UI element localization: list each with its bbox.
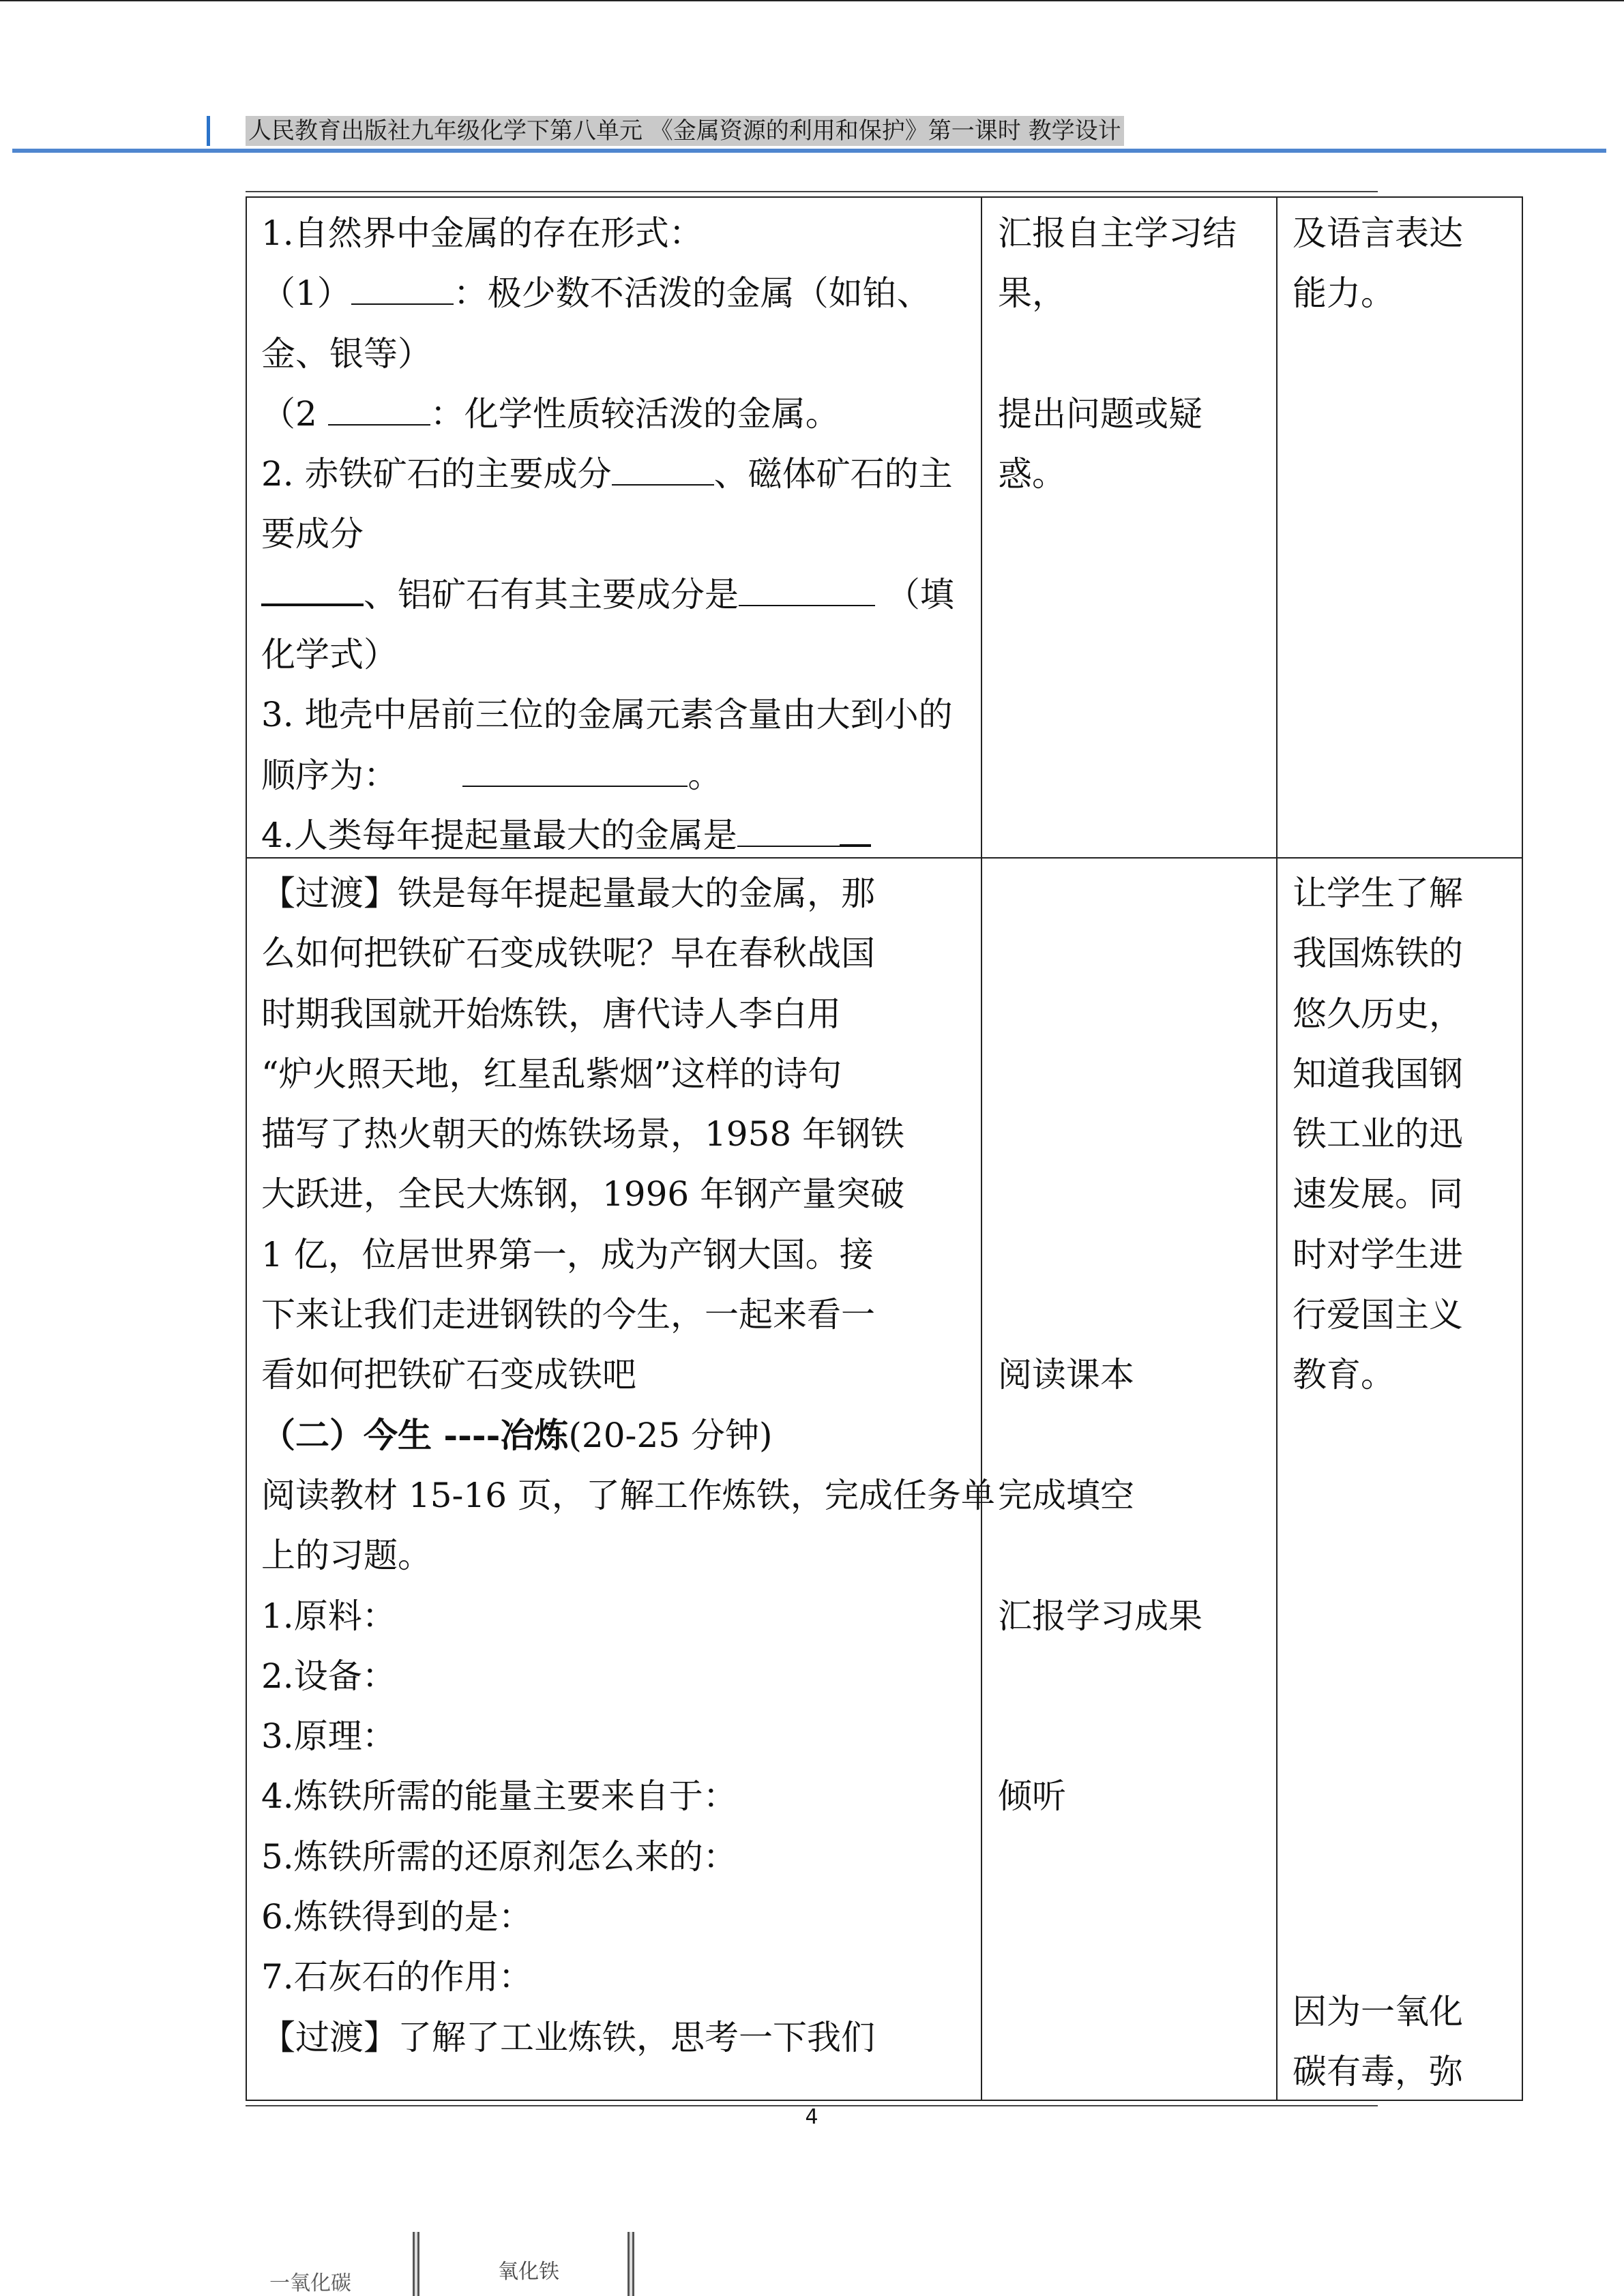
text-line: 7.石灰石的作用： [261,1957,533,1997]
text-line: 1 亿，位居世界第一，成为产钢大国。接 [261,1234,874,1274]
apparatus-diagram [225,2220,703,2296]
text-line: 金、银等） [261,333,432,374]
text-line: 汇报自主学习结 [998,213,1237,253]
text-line: 、铝矿石有其主要成分是 （填 [261,565,954,625]
text-line: 下来让我们走进钢铁的今生，一起来看一 [261,1295,875,1335]
text-line: 么如何把铁矿石变成铁呢？早在春秋战国 [261,934,875,974]
text-line: 上的习题。 [261,1536,432,1576]
table-top-double-rule [246,191,1378,192]
text-line: 4.人类每年提起量最大的金属是 [261,805,954,865]
text-line: 能力。 [1293,273,1395,314]
text-line: 让学生了解 [1293,874,1463,913]
row2-design-intent-continued [1293,1982,1463,2102]
text-line: 悠久历史， [1293,994,1463,1034]
text-line: 1.原料： [261,1596,396,1636]
text-line [998,324,1237,384]
text-line: 大跃进，全民大炼钢，1996 年钢产量突破 [261,1174,905,1214]
text-line: 教育。 [1293,1355,1395,1395]
text-line: 时对学生进 [1293,1234,1463,1274]
fill-blank [612,452,714,486]
text-line: 阅读课本 [998,1355,1134,1395]
row1-design-intent [1293,203,1463,324]
row1-teacher-activity [261,203,954,865]
text-line: 提出问题或疑 [998,393,1202,434]
page-header-title: 人民教育出版社九年级化学下第八单元 《金属资源的利用和保护》第一课时 教学设计 [246,116,1124,146]
text-line: 我国炼铁的 [1293,934,1463,974]
section-heading [261,1405,995,1465]
text-line: 【过渡】铁是每年提起量最大的金属，那 [261,874,875,913]
row2-design-intent [1293,863,1463,1405]
fill-blank [840,811,871,847]
text-line: 看如何把铁矿石变成铁吧 [261,1355,636,1395]
text-line: 2.设备： [261,1656,396,1696]
text-line: 3.原理： [261,1716,396,1757]
text-line: 顺序为： 。 [261,745,954,805]
fill-blank [261,571,364,606]
row1-student-activity [998,203,1237,504]
text-line: 2. 赤铁矿石的主要成分 、磁体矿石的主 [261,444,954,504]
text-line: 化学式） [261,635,398,675]
row2-student-activity [998,863,1202,1827]
section-heading-time: (20-25 分钟) [568,1415,773,1455]
text-line: （2 ：化学性质较活泼的金属。 [261,384,954,444]
text-line: 5.炼铁所需的还原剂怎么来的： [261,1836,737,1877]
column-divider-2 [1276,196,1278,2101]
header-accent-bar [207,116,210,146]
text-line: 铁工业的迅 [1293,1114,1463,1154]
fill-blank [351,271,454,305]
text-line: “炉火照天地，红星乱紫烟”这样的诗句 [261,1054,842,1094]
text-line: 速发展。同 [1293,1174,1463,1214]
text-line: 阅读教材 15-16 页，了解工作炼铁，完成任务单 [261,1475,995,1515]
text-line: 碳有毒，弥 [1293,2052,1463,2092]
text-line: 惑。 [998,454,1066,494]
page-top-border [0,0,1624,1]
text-line: 1.自然界中金属的存在形式： [261,213,703,253]
text-line: 4.炼铁所需的能量主要来自于： [261,1776,737,1817]
text-line: 因为一氧化 [1293,1992,1463,2031]
text-line: （1） ：极少数不活泼的金属（如铂、 [261,263,954,323]
text-line: 及语言表达 [1293,213,1463,253]
text-line: 完成填空 [998,1475,1134,1515]
text-line: 描写了热火朝天的炼铁场景，1958 年钢铁 [261,1114,905,1154]
fill-blank [328,391,430,426]
text-line: 行爱国主义 [1293,1295,1463,1335]
text-line: 果， [998,273,1066,314]
text-line: 6.炼铁得到的是： [261,1897,533,1937]
text-line: 倾听 [998,1776,1066,1817]
fill-blank [462,753,688,787]
text-line: 知道我国钢 [1293,1054,1463,1094]
fill-blank [739,572,875,606]
fill-blank [737,813,840,847]
page-number: 4 [805,2105,818,2129]
text-line: 【过渡】了解了工业炼铁，思考一下我们 [261,2017,875,2057]
header-rule [12,149,1606,153]
text-line: 3. 地壳中居前三位的金属元素含量由大到小的 [261,695,953,735]
text-line: 汇报学习成果 [998,1596,1202,1636]
text-line: 要成分 [261,514,364,554]
label-carbon-monoxide: 一氧化碳 [269,2271,351,2295]
text-line: 时期我国就开始炼铁，唐代诗人李白用 [261,994,841,1034]
row2-teacher-activity [261,863,995,2068]
section-heading-title: （二）今生 ----冶炼 [261,1414,569,1455]
label-iron-oxide: 氧化铁 [498,2260,559,2284]
